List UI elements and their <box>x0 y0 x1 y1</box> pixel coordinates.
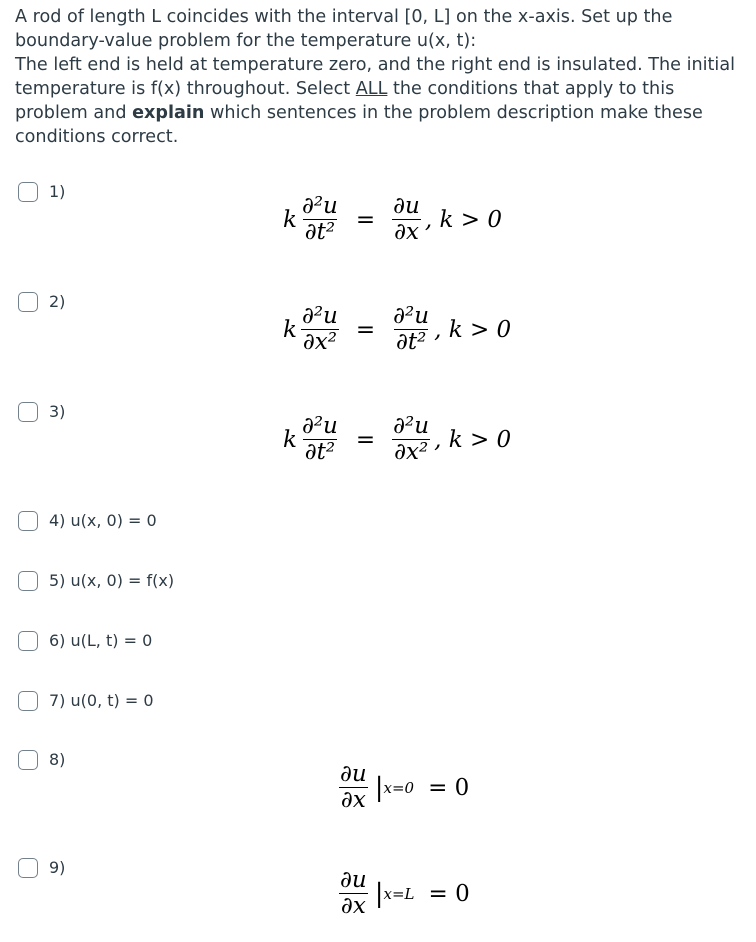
bc-numerator: ∂u <box>340 867 367 893</box>
option-7-label: 7) u(0, t) = 0 <box>49 691 154 710</box>
question-text <box>15 5 750 149</box>
option-8-label: 8) <box>49 750 66 769</box>
question-emphasis-explain: explain <box>132 103 205 123</box>
pde-right-fraction <box>391 414 431 465</box>
pde-left-fraction <box>300 414 340 465</box>
option-2-label: 2) <box>49 292 66 311</box>
question-text-a: The left end is held at temperature zero, and the right end is insulated. The initial temperature is f(x) throughout. Select <box>15 55 735 99</box>
pde-left-denominator: ∂x² <box>302 329 337 355</box>
pde-left-denominator: ∂t² <box>304 439 336 465</box>
bc-right-side: = 0 <box>428 774 470 801</box>
option-8-checkbox[interactable] <box>18 750 38 770</box>
pde-left-numerator: ∂²u <box>301 193 338 219</box>
option-4-checkbox[interactable] <box>18 511 38 531</box>
bc-numerator: ∂u <box>340 761 367 787</box>
pde-right-fraction <box>391 194 422 245</box>
bc-right-side: = 0 <box>428 880 470 907</box>
pde-coefficient: k <box>283 316 297 343</box>
pde-left-fraction <box>300 304 340 355</box>
pde-constraint: , k > 0 <box>434 426 512 453</box>
pde-coefficient: k <box>283 426 297 453</box>
question-line-1: A rod of length L coincides with the interval [0, L] on the x-axis. Set up the boundary-value problem for the temperature u(x, t): <box>15 7 673 51</box>
equals-sign: = <box>355 426 376 453</box>
option-3-equation <box>283 414 511 465</box>
option-5-checkbox[interactable] <box>18 571 38 591</box>
evaluation-bar: | <box>374 772 384 803</box>
pde-left-denominator: ∂t² <box>304 219 336 245</box>
option-1-label: 1) <box>49 182 66 201</box>
question-line-2 <box>15 53 750 149</box>
equals-sign: = <box>355 206 376 233</box>
option-4-label: 4) u(x, 0) = 0 <box>49 511 157 530</box>
pde-right-numerator: ∂²u <box>393 303 430 329</box>
option-8-equation <box>336 762 469 813</box>
option-3-checkbox[interactable] <box>18 402 38 422</box>
option-7-checkbox[interactable] <box>18 691 38 711</box>
pde-right-denominator: ∂x² <box>394 439 429 465</box>
option-1-equation <box>283 194 502 245</box>
option-1-checkbox[interactable] <box>18 182 38 202</box>
bc-denominator: ∂x <box>340 787 366 813</box>
pde-constraint: , k > 0 <box>424 206 502 233</box>
equals-sign: = <box>355 316 376 343</box>
question-text-b: the conditions that apply to this problem and <box>15 79 675 123</box>
pde-right-numerator: ∂u <box>393 193 420 219</box>
option-6-label: 6) u(L, t) = 0 <box>49 631 153 650</box>
option-2-checkbox[interactable] <box>18 292 38 312</box>
option-5-label: 5) u(x, 0) = f(x) <box>49 571 175 590</box>
question-text-c: which sentences in the problem description make these conditions correct. <box>15 103 703 147</box>
option-9-label: 9) <box>49 858 66 877</box>
pde-right-denominator: ∂t² <box>395 329 427 355</box>
bc-derivative-fraction <box>338 762 369 813</box>
evaluation-point: x=L <box>383 884 415 903</box>
pde-right-fraction <box>391 304 431 355</box>
pde-constraint: , k > 0 <box>434 316 512 343</box>
option-3-label: 3) <box>49 402 66 421</box>
pde-right-numerator: ∂²u <box>393 413 430 439</box>
option-2-equation <box>283 304 511 355</box>
evaluation-point: x=0 <box>383 778 415 797</box>
evaluation-bar: | <box>374 878 384 909</box>
pde-right-denominator: ∂x <box>394 219 419 245</box>
pde-left-numerator: ∂²u <box>301 413 338 439</box>
question-emphasis-all: ALL <box>355 79 388 99</box>
option-9-equation <box>336 868 470 919</box>
bc-derivative-fraction <box>338 868 369 919</box>
pde-left-numerator: ∂²u <box>301 303 338 329</box>
option-6-checkbox[interactable] <box>18 631 38 651</box>
pde-coefficient: k <box>283 206 297 233</box>
option-9-checkbox[interactable] <box>18 858 38 878</box>
bc-denominator: ∂x <box>340 893 366 919</box>
pde-left-fraction <box>300 194 340 245</box>
